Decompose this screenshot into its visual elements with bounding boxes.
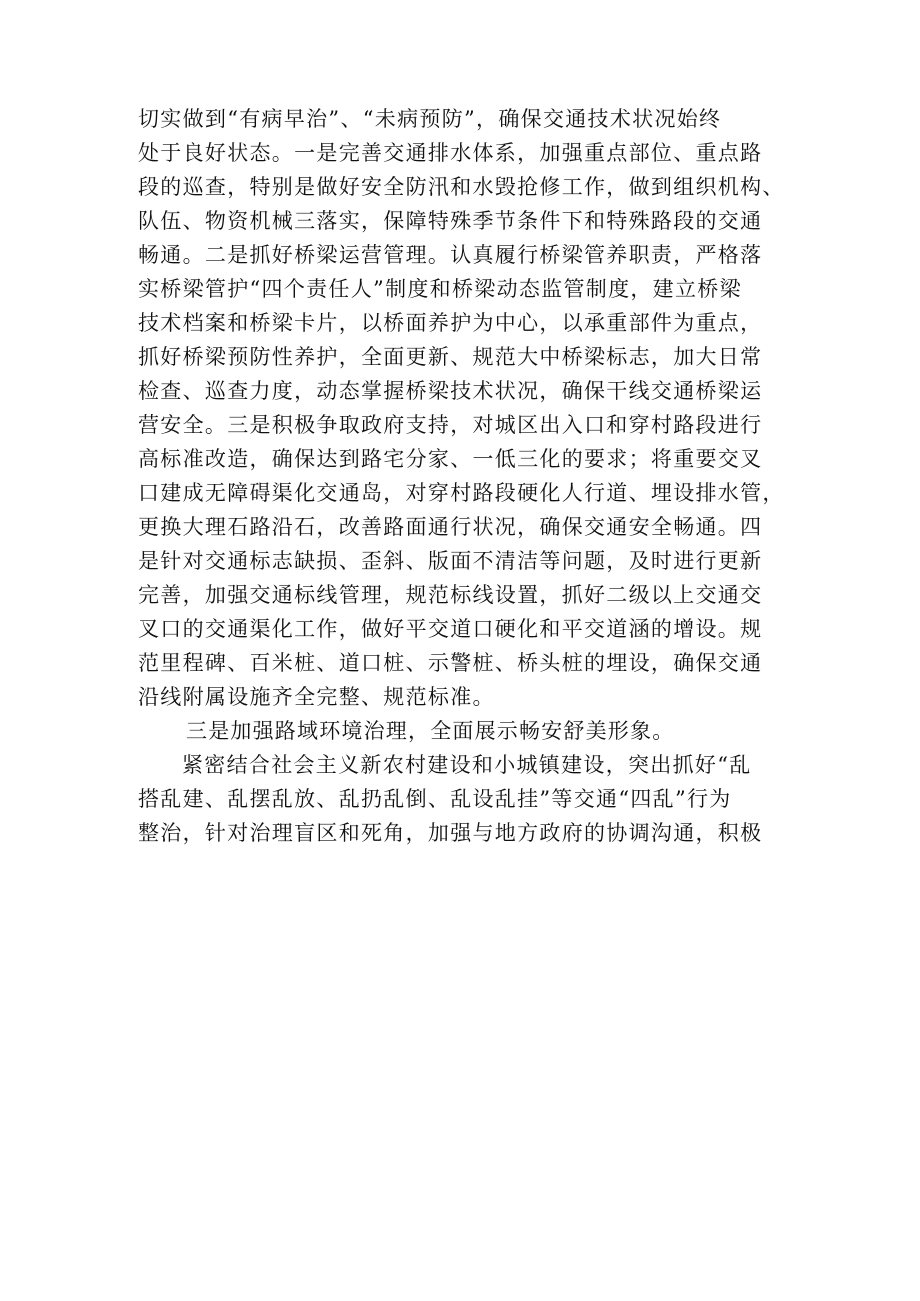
paragraph-line: 队伍、物资机械三落实，保障特殊季节条件下和特殊路段的交通 (138, 209, 763, 233)
body-paragraph (138, 102, 786, 714)
paragraph-line: 是针对交通标志缺损、歪斜、版面不清洁等问题，及时进行更新 (138, 549, 763, 573)
paragraph-line: 高标准改造，确保达到路宅分家、一低三化的要求；将重要交叉 (138, 447, 763, 471)
paragraph-line: 搭乱建、乱摆乱放、乱扔乱倒、乱设乱挂”等交通“四乱”行为 (138, 787, 732, 811)
document-page (138, 102, 786, 850)
paragraph-line: 紧密结合社会主义新农村建设和小城镇建设，突出抓好“乱 (182, 753, 752, 777)
paragraph-line: 畅通。二是抓好桥梁运营管理。认真履行桥梁管养职责，严格落 (138, 243, 763, 267)
body-paragraph (138, 748, 786, 850)
paragraph-line: 口建成无障碍渠化交通岛，对穿村路段硬化人行道、埋设排水管， (138, 481, 785, 505)
paragraph-line: 检查、巡查力度，动态掌握桥梁技术状况，确保干线交通桥梁运 (138, 379, 763, 403)
paragraph-line: 段的巡查，特别是做好安全防汛和水毁抢修工作，做到组织机构、 (138, 175, 785, 199)
paragraph-line: 抓好桥梁预防性养护，全面更新、规范大中桥梁标志，加大日常 (138, 345, 763, 369)
paragraph-line: 叉口的交通渠化工作，做好平交道口硬化和平交道涵的增设。规 (138, 617, 763, 641)
paragraph-line: 更换大理石路沿石，改善路面通行状况，确保交通安全畅通。四 (138, 515, 763, 539)
section-heading: 三是加强路域环境治理，全面展示畅安舒美形象。 (186, 719, 675, 743)
paragraph-line: 切实做到“有病早治”、“未病预防”，确保交通技术状况始终 (138, 107, 722, 131)
paragraph-line: 处于良好状态。一是完善交通排水体系，加强重点部位、重点路 (138, 141, 763, 165)
paragraph-line: 范里程碑、百米桩、道口桩、示警桩、桥头桩的埋设，确保交通 (138, 651, 763, 675)
paragraph-line: 营安全。三是积极争取政府支持，对城区出入口和穿村路段进行 (138, 413, 763, 437)
paragraph-line: 完善，加强交通标线管理，规范标线设置，抓好二级以上交通交 (138, 583, 763, 607)
paragraph-line: 技术档案和桥梁卡片，以桥面养护为中心，以承重部件为重点， (138, 311, 763, 335)
paragraph-line: 整治，针对治理盲区和死角，加强与地方政府的协调沟通，积极 (138, 821, 763, 845)
paragraph-line: 实桥梁管护“四个责任人”制度和桥梁动态监管制度，建立桥梁 (138, 277, 742, 301)
paragraph-line: 沿线附属设施齐全完整、规范标准。 (138, 685, 495, 709)
